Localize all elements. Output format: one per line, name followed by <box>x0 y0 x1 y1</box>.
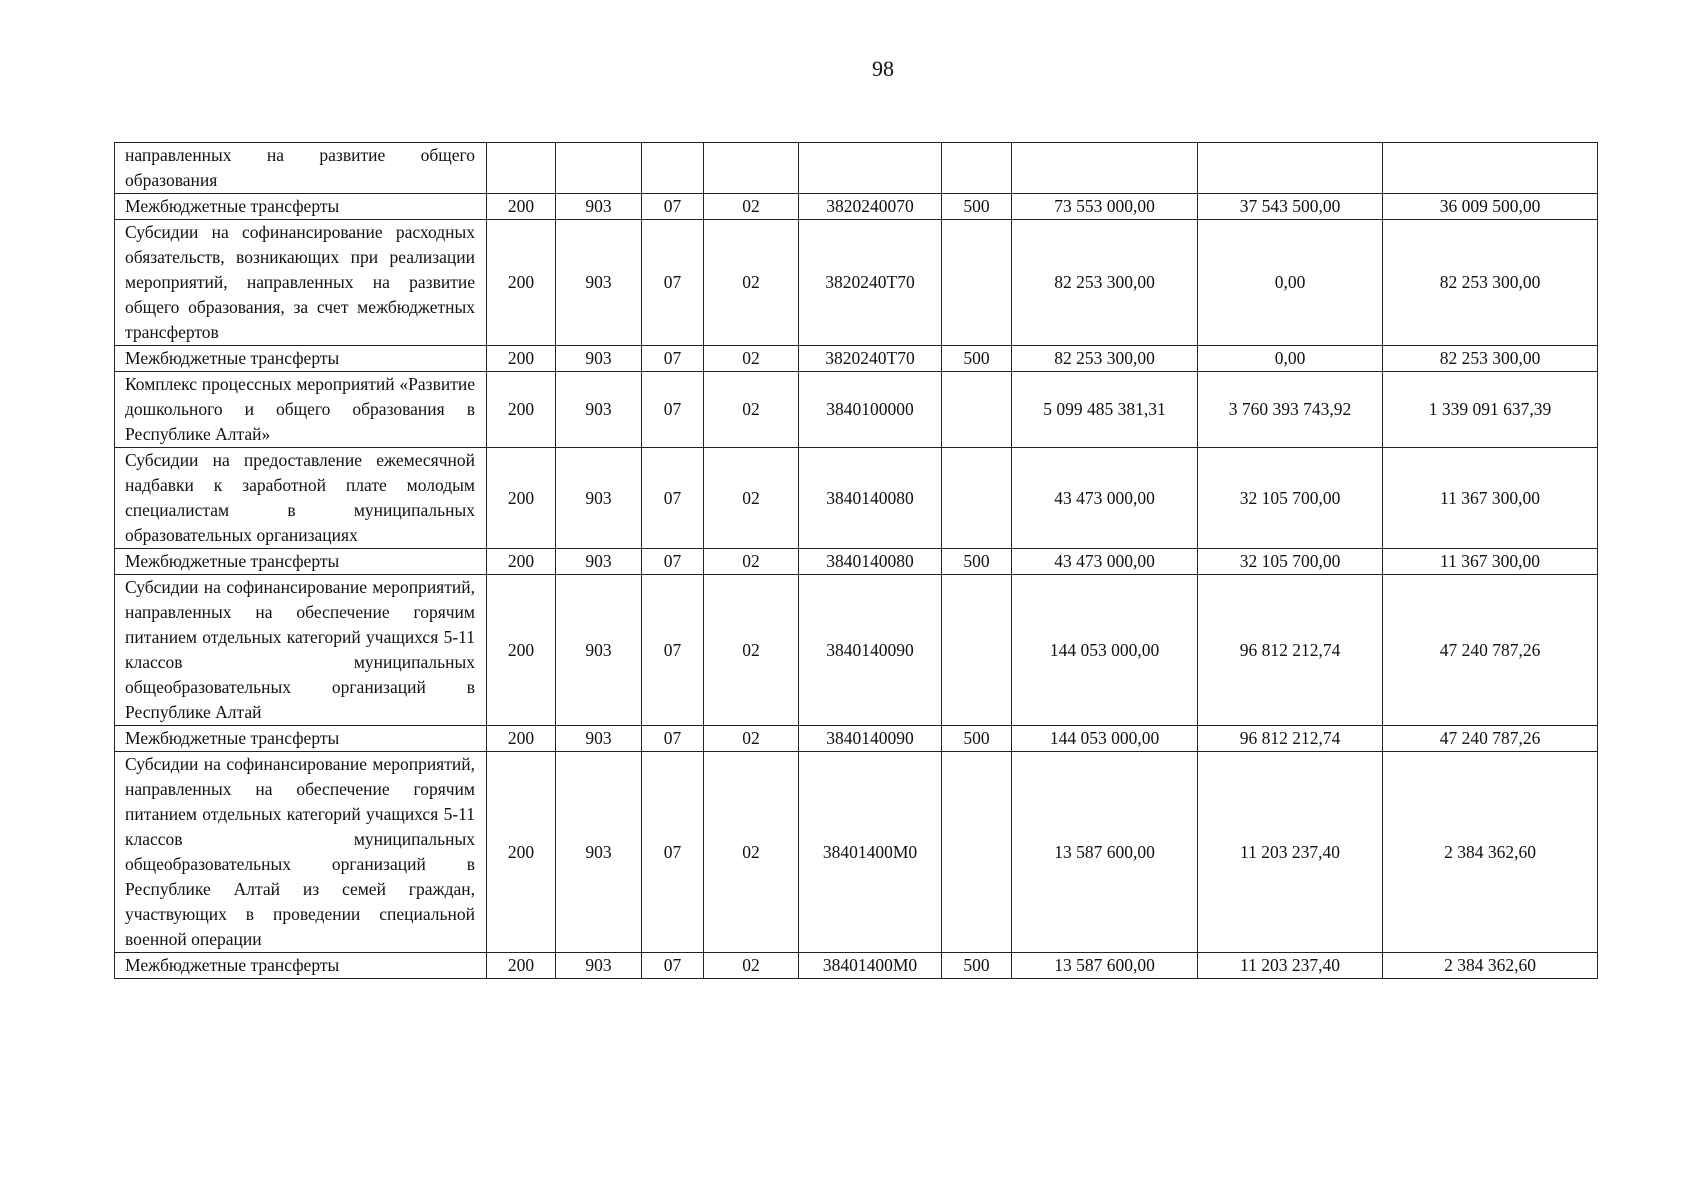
table-row <box>115 448 1598 549</box>
section-code-cell: 07 <box>642 194 704 220</box>
subsection-code-cell <box>704 143 799 194</box>
target-article-cell: 38401400М0 <box>799 752 942 953</box>
regional-amount-cell: 2 384 362,60 <box>1383 752 1598 953</box>
ministry-code-cell: 903 <box>556 726 642 752</box>
expense-type-cell: 500 <box>942 953 1012 979</box>
row-name-cell: Субсидии на предоставление ежемесячной надбавки к заработной плате молодым специалистам в муниципальных образовательных организациях <box>115 448 487 549</box>
column-code-cell: 200 <box>487 220 556 346</box>
expense-type-cell <box>942 448 1012 549</box>
target-article-cell: 3820240Т70 <box>799 346 942 372</box>
ministry-code-cell: 903 <box>556 575 642 726</box>
total-amount-cell: 73 553 000,00 <box>1012 194 1198 220</box>
federal-amount-cell: 11 203 237,40 <box>1198 953 1383 979</box>
ministry-code-cell: 903 <box>556 220 642 346</box>
subsection-code-cell: 02 <box>704 220 799 346</box>
regional-amount-cell: 11 367 300,00 <box>1383 549 1598 575</box>
table-row <box>115 726 1598 752</box>
budget-table-body <box>115 143 1598 979</box>
ministry-code-cell: 903 <box>556 953 642 979</box>
section-code-cell: 07 <box>642 575 704 726</box>
subsection-code-cell: 02 <box>704 726 799 752</box>
section-code-cell: 07 <box>642 549 704 575</box>
total-amount-cell: 5 099 485 381,31 <box>1012 372 1198 448</box>
federal-amount-cell: 32 105 700,00 <box>1198 549 1383 575</box>
section-code-cell: 07 <box>642 726 704 752</box>
section-code-cell: 07 <box>642 448 704 549</box>
target-article-cell: 3820240070 <box>799 194 942 220</box>
regional-amount-cell: 82 253 300,00 <box>1383 220 1598 346</box>
column-code-cell <box>487 143 556 194</box>
federal-amount-cell: 96 812 212,74 <box>1198 726 1383 752</box>
table-row <box>115 194 1598 220</box>
expense-type-cell: 500 <box>942 726 1012 752</box>
federal-amount-cell: 32 105 700,00 <box>1198 448 1383 549</box>
section-code-cell: 07 <box>642 752 704 953</box>
federal-amount-cell: 0,00 <box>1198 346 1383 372</box>
column-code-cell: 200 <box>487 953 556 979</box>
expense-type-cell <box>942 575 1012 726</box>
regional-amount-cell: 11 367 300,00 <box>1383 448 1598 549</box>
row-name-cell: направленных на развитие общего образования <box>115 143 487 194</box>
ministry-code-cell: 903 <box>556 549 642 575</box>
budget-table <box>114 142 1598 979</box>
total-amount-cell <box>1012 143 1198 194</box>
column-code-cell: 200 <box>487 448 556 549</box>
subsection-code-cell: 02 <box>704 448 799 549</box>
total-amount-cell: 144 053 000,00 <box>1012 575 1198 726</box>
table-row <box>115 549 1598 575</box>
subsection-code-cell: 02 <box>704 372 799 448</box>
total-amount-cell: 82 253 300,00 <box>1012 220 1198 346</box>
target-article-cell: 3840100000 <box>799 372 942 448</box>
expense-type-cell <box>942 372 1012 448</box>
subsection-code-cell: 02 <box>704 194 799 220</box>
section-code-cell: 07 <box>642 220 704 346</box>
ministry-code-cell: 903 <box>556 752 642 953</box>
expense-type-cell: 500 <box>942 549 1012 575</box>
table-row <box>115 220 1598 346</box>
row-name-cell: Межбюджетные трансферты <box>115 726 487 752</box>
target-article-cell: 3840140090 <box>799 575 942 726</box>
table-row <box>115 575 1598 726</box>
table-row <box>115 752 1598 953</box>
federal-amount-cell: 37 543 500,00 <box>1198 194 1383 220</box>
page-number: 98 <box>872 56 894 81</box>
section-code-cell <box>642 143 704 194</box>
ministry-code-cell: 903 <box>556 346 642 372</box>
total-amount-cell: 43 473 000,00 <box>1012 448 1198 549</box>
ministry-code-cell: 903 <box>556 194 642 220</box>
total-amount-cell: 82 253 300,00 <box>1012 346 1198 372</box>
expense-type-cell: 500 <box>942 194 1012 220</box>
expense-type-cell <box>942 143 1012 194</box>
expense-type-cell <box>942 752 1012 953</box>
regional-amount-cell: 47 240 787,26 <box>1383 575 1598 726</box>
regional-amount-cell: 82 253 300,00 <box>1383 346 1598 372</box>
federal-amount-cell <box>1198 143 1383 194</box>
target-article-cell: 3840140090 <box>799 726 942 752</box>
row-name-cell: Субсидии на софинансирование мероприятий, направленных на обеспечение горячим питанием отдельных категорий учащихся 5-11 классов муниципальных общеобразовательных организаций в Республике Алтай <box>115 575 487 726</box>
total-amount-cell: 13 587 600,00 <box>1012 752 1198 953</box>
row-name-cell: Межбюджетные трансферты <box>115 346 487 372</box>
row-name-cell: Комплекс процессных мероприятий «Развитие дошкольного и общего образования в Республике Алтай» <box>115 372 487 448</box>
ministry-code-cell: 903 <box>556 372 642 448</box>
column-code-cell: 200 <box>487 575 556 726</box>
row-name-cell: Межбюджетные трансферты <box>115 194 487 220</box>
column-code-cell: 200 <box>487 194 556 220</box>
total-amount-cell: 13 587 600,00 <box>1012 953 1198 979</box>
regional-amount-cell: 47 240 787,26 <box>1383 726 1598 752</box>
federal-amount-cell: 0,00 <box>1198 220 1383 346</box>
total-amount-cell: 144 053 000,00 <box>1012 726 1198 752</box>
subsection-code-cell: 02 <box>704 549 799 575</box>
column-code-cell: 200 <box>487 372 556 448</box>
subsection-code-cell: 02 <box>704 752 799 953</box>
table-row <box>115 372 1598 448</box>
column-code-cell: 200 <box>487 346 556 372</box>
row-name-cell: Субсидии на софинансирование мероприятий, направленных на обеспечение горячим питанием отдельных категорий учащихся 5-11 классов муниципальных общеобразовательных организаций в Республике Алтай из семей граждан, участвующих в проведении специальной военной операции <box>115 752 487 953</box>
target-article-cell: 3840140080 <box>799 448 942 549</box>
federal-amount-cell: 11 203 237,40 <box>1198 752 1383 953</box>
target-article-cell: 38401400М0 <box>799 953 942 979</box>
row-name-cell: Межбюджетные трансферты <box>115 953 487 979</box>
column-code-cell: 200 <box>487 726 556 752</box>
regional-amount-cell: 36 009 500,00 <box>1383 194 1598 220</box>
regional-amount-cell: 1 339 091 637,39 <box>1383 372 1598 448</box>
row-name-cell: Субсидии на софинансирование расходных обязательств, возникающих при реализации мероприятий, направленных на развитие общего образования, за счет межбюджетных трансфертов <box>115 220 487 346</box>
federal-amount-cell: 3 760 393 743,92 <box>1198 372 1383 448</box>
table-row <box>115 953 1598 979</box>
column-code-cell: 200 <box>487 549 556 575</box>
column-code-cell: 200 <box>487 752 556 953</box>
total-amount-cell: 43 473 000,00 <box>1012 549 1198 575</box>
target-article-cell: 3840140080 <box>799 549 942 575</box>
regional-amount-cell: 2 384 362,60 <box>1383 953 1598 979</box>
expense-type-cell <box>942 220 1012 346</box>
ministry-code-cell: 903 <box>556 448 642 549</box>
target-article-cell: 3820240Т70 <box>799 220 942 346</box>
table-row <box>115 346 1598 372</box>
federal-amount-cell: 96 812 212,74 <box>1198 575 1383 726</box>
section-code-cell: 07 <box>642 346 704 372</box>
row-name-cell: Межбюджетные трансферты <box>115 549 487 575</box>
regional-amount-cell <box>1383 143 1598 194</box>
target-article-cell <box>799 143 942 194</box>
subsection-code-cell: 02 <box>704 953 799 979</box>
ministry-code-cell <box>556 143 642 194</box>
expense-type-cell: 500 <box>942 346 1012 372</box>
section-code-cell: 07 <box>642 953 704 979</box>
table-row <box>115 143 1598 194</box>
subsection-code-cell: 02 <box>704 346 799 372</box>
section-code-cell: 07 <box>642 372 704 448</box>
subsection-code-cell: 02 <box>704 575 799 726</box>
